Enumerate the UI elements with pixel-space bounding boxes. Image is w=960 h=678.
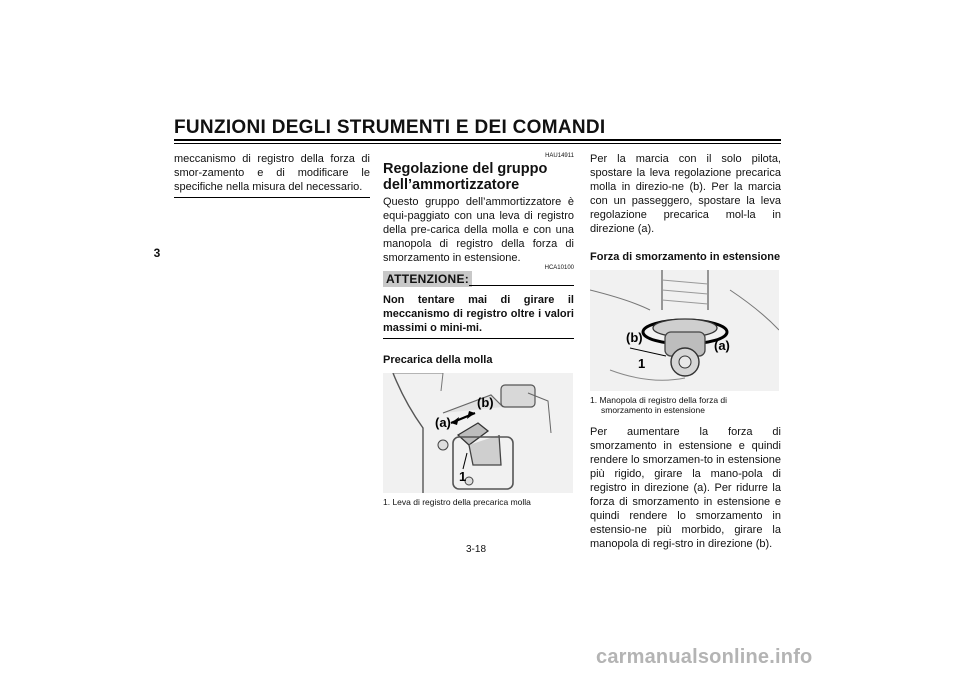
column-2: [383, 150, 574, 507]
section-end-rule: [174, 197, 370, 198]
header-rule-thin: [174, 143, 781, 144]
warning-badge: ATTENZIONE:: [383, 271, 472, 287]
figure-label-1: 1: [638, 356, 646, 371]
preload-lever-illustration: [383, 373, 573, 493]
figure-caption: 1. Leva di registro della precarica molla: [383, 497, 531, 507]
figure-label-b: (b): [477, 395, 494, 410]
figure-caption-line-2: smorzamento in estensione: [601, 405, 705, 415]
warning-text: Non tentare mai di girare il meccanismo di registro oltre i valori massimi o mini-mi.: [383, 294, 574, 334]
figure-caption-line-1: 1. Manopola di registro della forza di: [590, 395, 728, 405]
riding-instructions: Per la marcia con il solo pilota, spostare la leva regolazione precarica molla in direzio-ne (b). Per la marcia con un passeggero, spostare la leva regolazione precarica mol-la in direzione (a).: [590, 153, 781, 235]
figure-label-a: (a): [714, 338, 730, 353]
column-1: [174, 152, 370, 198]
figure-damping-knob: [590, 270, 779, 391]
figure-caption: [590, 395, 781, 415]
page-number: 3-18: [466, 544, 487, 555]
warning-header: [383, 265, 574, 289]
chapter-tab: 3: [153, 246, 161, 260]
warning-rule: [469, 285, 574, 286]
figure-label-1: 1: [459, 469, 467, 484]
figure-label-b: (b): [626, 330, 643, 345]
section-code: HAU14911: [545, 153, 574, 159]
column-3: [590, 152, 781, 551]
col1-paragraph: meccanismo di registro della forza di smor-zamento e di modificare le specifiche nella misura del necessario.: [174, 153, 370, 193]
header-rule: [174, 139, 781, 141]
page-header-title: FUNZIONI DEGLI STRUMENTI E DEI COMANDI: [174, 117, 606, 138]
watermark: carmanualsonline.info: [596, 646, 813, 668]
warning-end-rule: [383, 338, 574, 339]
damping-instructions: Per aumentare la forza di smorzamento in estensione e quindi rendere lo smorzamen-to in estensione più rigido, girare la mano-pola di registro in direzione (a). Per ridurre la forza di smorzamento in estensione e quindi rendere lo smorzamento in estensio-ne più morbido, girare la manopola di regi-stro in direzione (b).: [590, 426, 781, 550]
damping-knob-illustration: [590, 270, 779, 391]
intro-paragraph: Questo gruppo dell’ammortizzatore è equi-paggiato con una leva di registro della pre-carica della molla e con una manopola di registro della forza di smorzamento in estensione.: [383, 196, 574, 264]
subheading-precarica: Precarica della molla: [383, 354, 493, 366]
figure-label-a: (a): [435, 415, 451, 430]
section-heading: Regolazione del gruppo dell’ammortizzatore: [383, 161, 548, 193]
subheading-smorzamento: Forza di smorzamento in estensione: [590, 251, 781, 263]
figure-preload-lever: [383, 373, 573, 493]
warning-code: HCA10100: [544, 265, 574, 271]
